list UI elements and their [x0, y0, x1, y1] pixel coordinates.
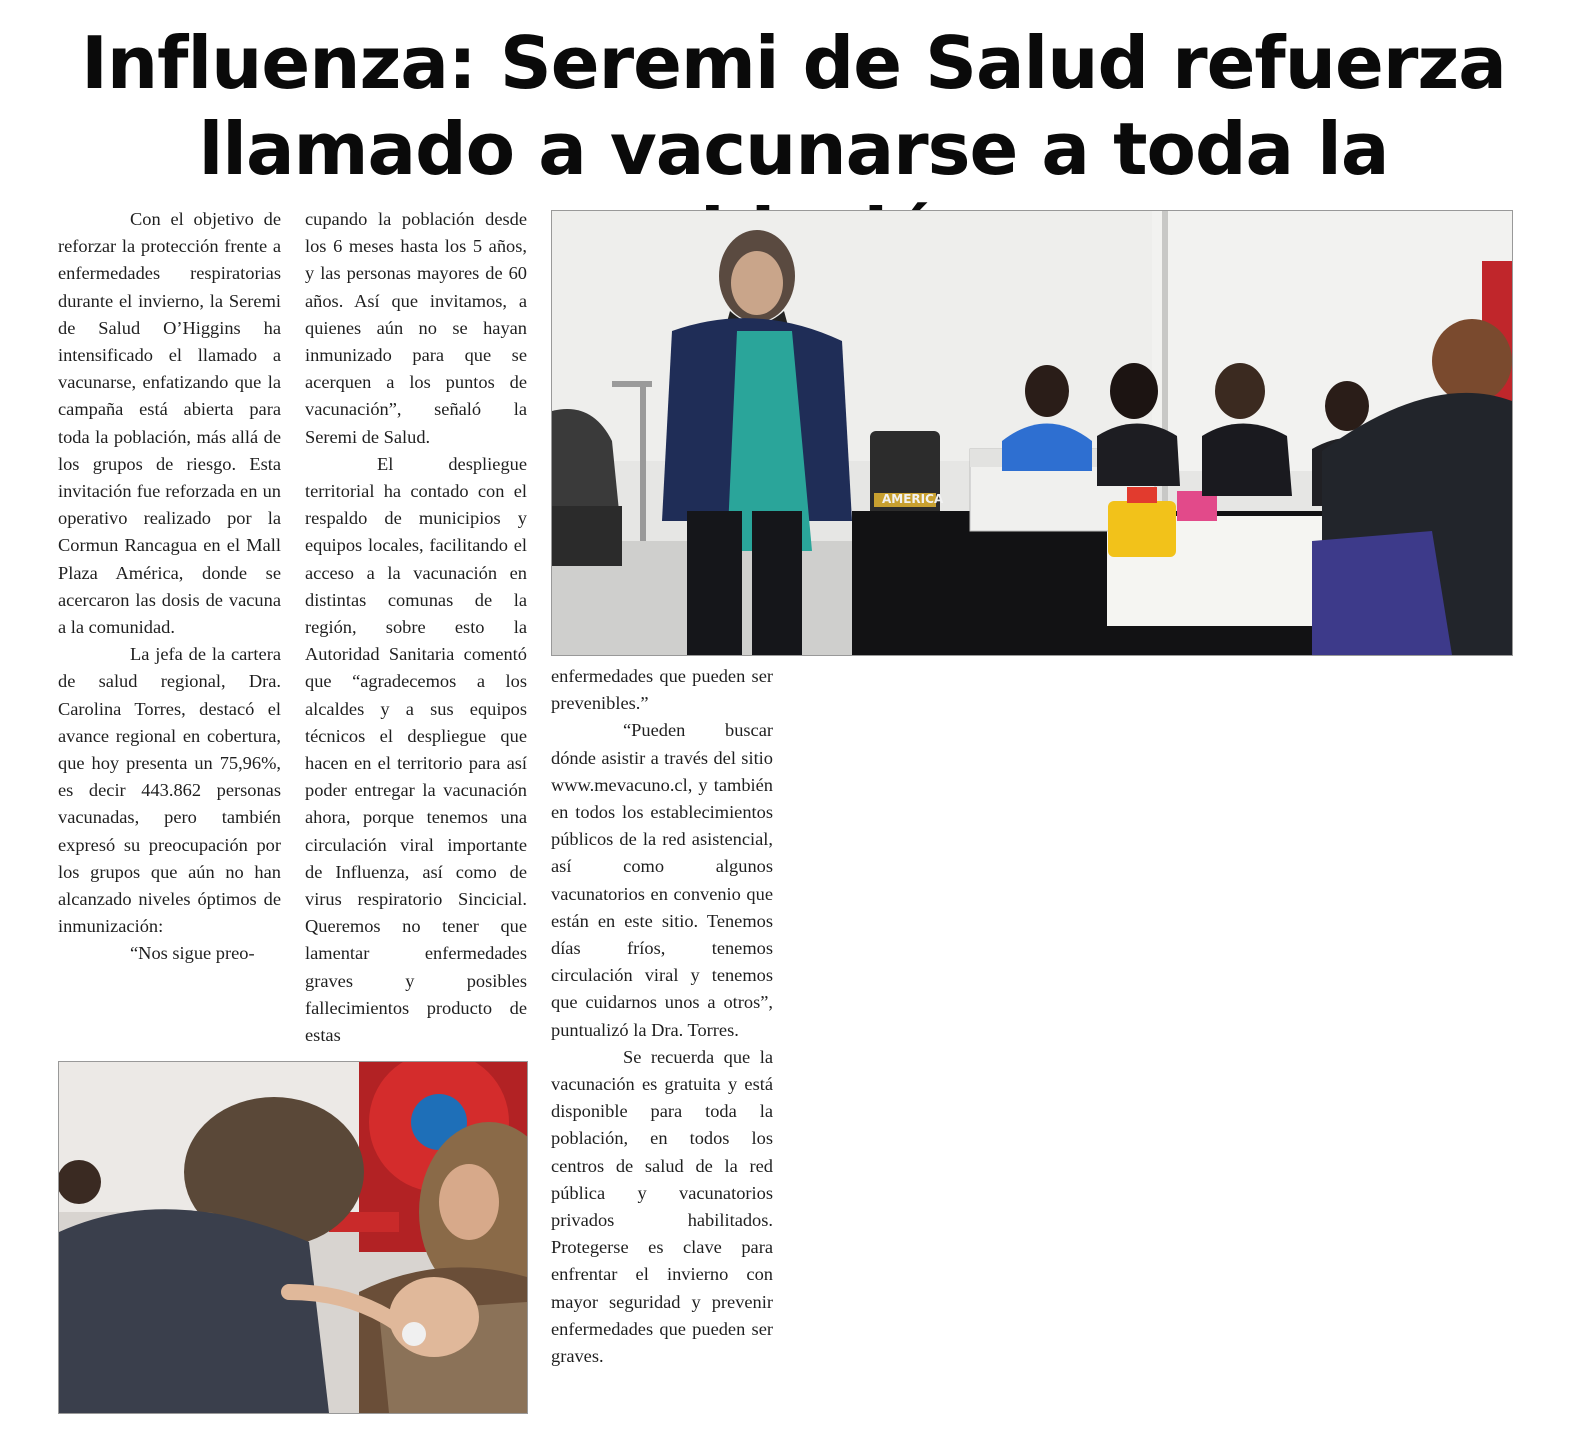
paragraph: “Nos sigue preo-	[130, 943, 255, 964]
article-column-2	[305, 206, 527, 1049]
paragraph: enfermedades que pueden ser prevenibles.”	[551, 666, 773, 714]
article-column-1	[58, 206, 281, 968]
mall-sign-text: AMERICA	[882, 492, 944, 506]
paragraph: “Pueden buscar dónde asistir a través del sitio www.mevacuno.cl, y también en todos los establecimientos públicos de la red asistencial, así como algunos vacunatorios en convenio que están en este sitio. Tenemos días fríos, tenemos circulación viral y tenemos que cuidarnos unos a otros”, puntualizó la Dra. Torres.	[551, 720, 773, 1040]
vaccination-team-photo	[551, 210, 1513, 656]
article-column-3	[551, 663, 773, 1370]
paragraph: El despliegue territorial ha contado con el respaldo de municipios y equipos locales, facilitando el acceso a la vacunación en distintas comunas de la región, sobre esto la Autoridad Sanitaria comentó que “agradecemos a los alcaldes y a sus equipos técnicos el despliegue que hacen en el territorio para así poder entregar la vacunación ahora, porque tenemos una circulación viral importante de Influenza, así como de virus respiratorio Sincicial. Queremos no tener que lamentar enfermedades graves y posibles fallecimientos producto de estas	[305, 453, 527, 1046]
headline-line-2: llamado a vacunarse a toda la	[198, 107, 1389, 191]
vaccine-application-photo	[58, 1061, 528, 1414]
paragraph: La jefa de la cartera de salud regional, Dra. Carolina Torres, destacó el avance regional en cobertura, que hoy presenta un 75,96%, es decir 443.862 personas vacunadas, pero también expresó su preocupación por los grupos que aún no han alcanzado niveles óptimos de inmunización:	[58, 644, 281, 937]
headline-line-1: Influenza: Seremi de Salud refuerza	[81, 21, 1506, 105]
paragraph: cupando la población desde los 6 meses hasta los 5 años, y las personas mayores de 60 años. Así que invitamos, a quienes aún no se hayan inmunizado para que se acerquen a los puntos de vacunación”, señaló la Seremi de Salud.	[305, 209, 527, 447]
paragraph: Con el objetivo de reforzar la protección frente a enfermedades respiratorias durante el invierno, la Seremi de Salud O’Higgins ha intensificado el llamado a vacunarse, enfatizando que la campaña está abierta para toda la población, más allá de los grupos de riesgo. Esta invitación fue reforzada en un operativo realizado por la Cormun Rancagua en el Mall Plaza América, donde se acercaron las dosis de vacuna a la comunidad.	[58, 209, 281, 638]
paragraph: Se recuerda que la vacunación es gratuita y está disponible para toda la población, en todos los centros de salud de la red pública y vacunatorios privados habilitados. Protegerse es clave para enfrentar el invierno con mayor seguridad y prevenir enfermedades que pueden ser graves.	[551, 1046, 773, 1367]
